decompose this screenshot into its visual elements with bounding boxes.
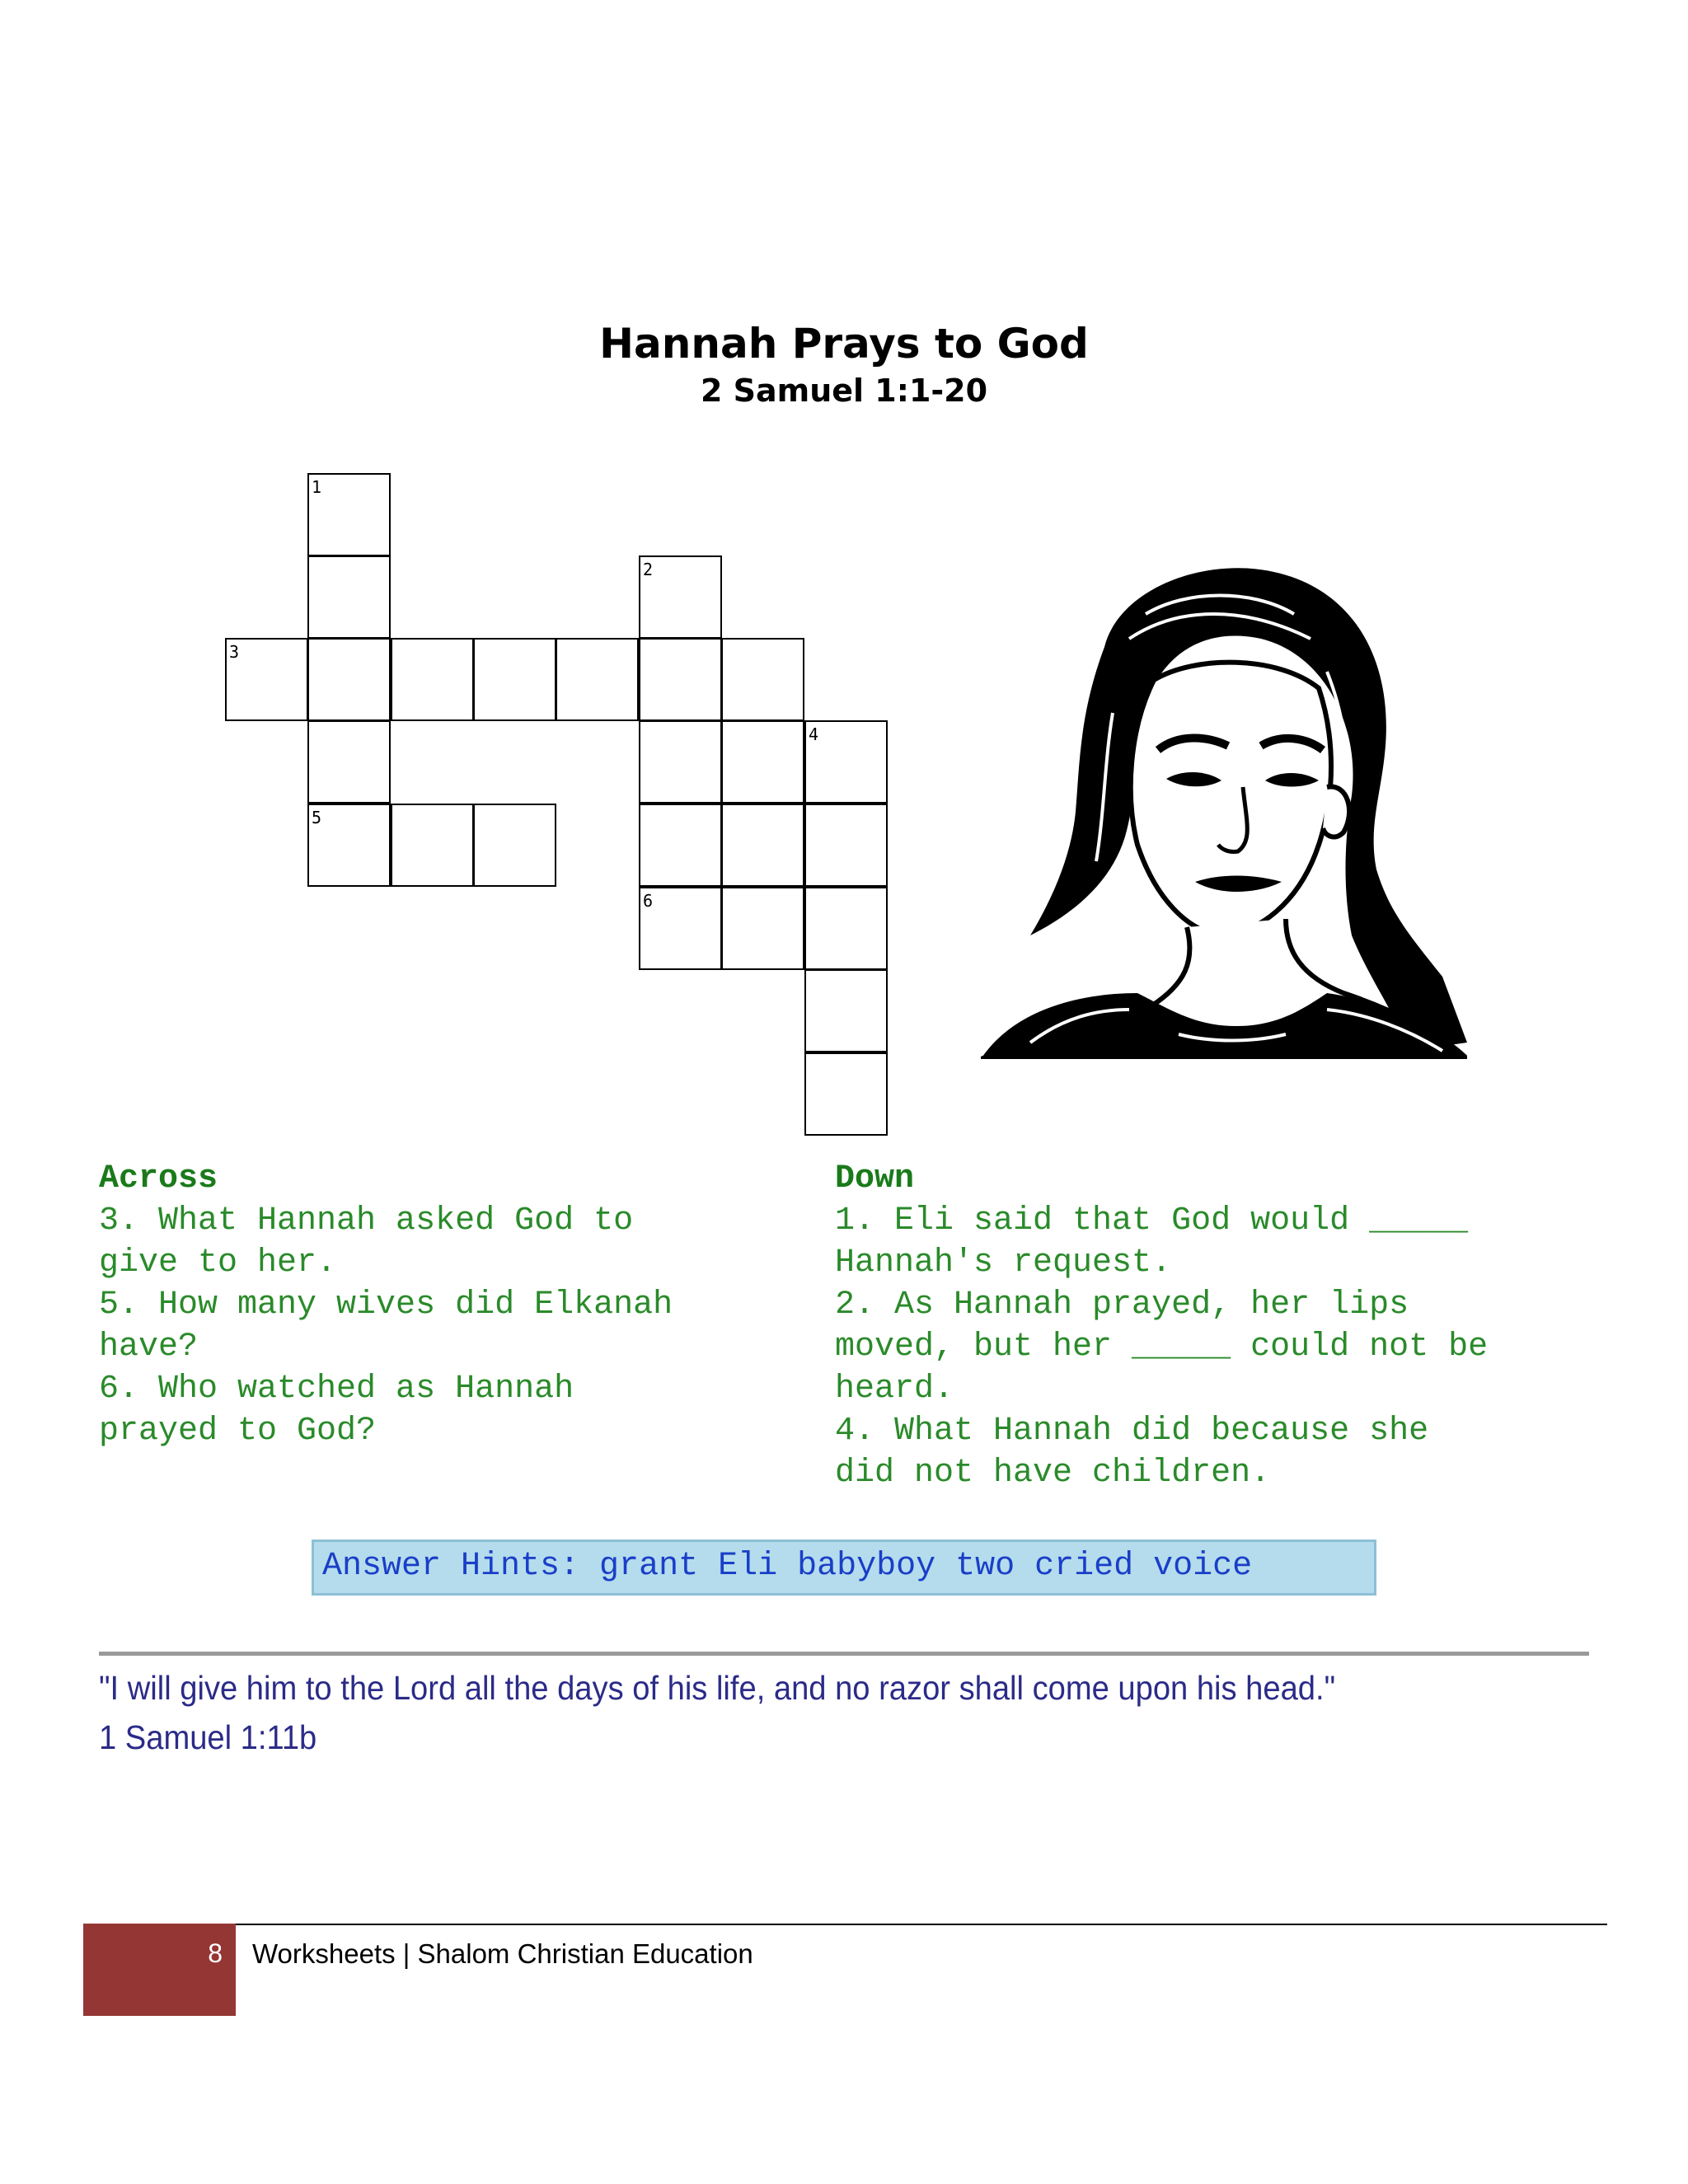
footer-divider xyxy=(236,1924,1607,1925)
crossword-cell[interactable] xyxy=(307,804,391,887)
clue-line: Hannah's request. xyxy=(835,1244,1172,1282)
clue-number: 6 xyxy=(643,891,654,911)
scripture-quote xyxy=(99,1663,1479,1762)
crossword-cell[interactable] xyxy=(804,969,888,1052)
crossword-cell[interactable] xyxy=(391,804,474,887)
clue-number: 1 xyxy=(312,477,322,497)
crossword-cell[interactable] xyxy=(473,638,556,721)
divider xyxy=(99,1652,1589,1656)
clue-line: 3. What Hannah asked God to xyxy=(99,1202,634,1240)
clue-line: 5. How many wives did Elkanah xyxy=(99,1286,673,1324)
woman-portrait-icon xyxy=(981,548,1467,1059)
page-subtitle: 2 Samuel 1:1-20 xyxy=(700,373,988,409)
crossword-cell[interactable] xyxy=(804,804,888,887)
crossword-cell[interactable] xyxy=(639,887,722,970)
clue-number: 5 xyxy=(312,808,322,827)
clue-line: heard. xyxy=(835,1371,954,1408)
page-number: 8 xyxy=(208,1938,223,1968)
crossword-cell[interactable] xyxy=(721,887,804,970)
crossword-cell[interactable] xyxy=(307,555,391,639)
clue-line: 4. What Hannah did because she xyxy=(835,1413,1429,1450)
crossword-cell[interactable] xyxy=(225,638,308,721)
clue-line: 6. Who watched as Hannah xyxy=(99,1371,574,1408)
across-clues xyxy=(99,1158,775,1452)
clue-line: did not have children. xyxy=(835,1455,1271,1492)
crossword-cell[interactable] xyxy=(639,638,722,721)
clue-number: 3 xyxy=(229,642,240,662)
crossword-cell[interactable] xyxy=(639,720,722,804)
clue-line: give to her. xyxy=(99,1244,337,1282)
clue-line: have? xyxy=(99,1329,199,1366)
clue-line: 2. As Hannah prayed, her lips xyxy=(835,1286,1409,1324)
crossword-cell[interactable] xyxy=(721,638,804,721)
crossword-cell[interactable] xyxy=(307,473,391,556)
crossword-cell[interactable] xyxy=(639,555,722,639)
quote-reference: 1 Samuel 1:11b xyxy=(99,1718,317,1756)
clue-number: 2 xyxy=(643,560,654,579)
clue-line: moved, but her _____ could not be xyxy=(835,1329,1489,1366)
crossword-cell[interactable] xyxy=(556,638,639,721)
across-heading: Across xyxy=(99,1160,218,1197)
crossword-cell[interactable] xyxy=(804,887,888,970)
crossword-cell[interactable] xyxy=(721,804,804,887)
answer-hints-box: Answer Hints: grant Eli babyboy two cried voice xyxy=(312,1540,1376,1596)
crossword-cell[interactable] xyxy=(391,638,474,721)
crossword-cell[interactable] xyxy=(307,720,391,804)
crossword-cell[interactable] xyxy=(639,804,722,887)
crossword-cell[interactable] xyxy=(804,1052,888,1136)
crossword-cell[interactable] xyxy=(804,720,888,804)
page-title: Hannah Prays to God xyxy=(599,320,1089,368)
quote-text: "I will give him to the Lord all the days of his life, and no razor shall come upon his head." xyxy=(99,1669,1336,1707)
footer-text: Worksheets | Shalom Christian Education xyxy=(252,1938,753,1969)
footer-page-badge xyxy=(83,1924,236,2016)
crossword-cell[interactable] xyxy=(307,638,391,721)
crossword-cell[interactable] xyxy=(473,804,556,887)
down-clues xyxy=(835,1158,1593,1494)
clue-number: 4 xyxy=(809,724,819,744)
clue-line: prayed to God? xyxy=(99,1413,377,1450)
clue-line: 1. Eli said that God would _____ xyxy=(835,1202,1469,1240)
crossword-cell[interactable] xyxy=(721,720,804,804)
down-heading: Down xyxy=(835,1160,915,1197)
